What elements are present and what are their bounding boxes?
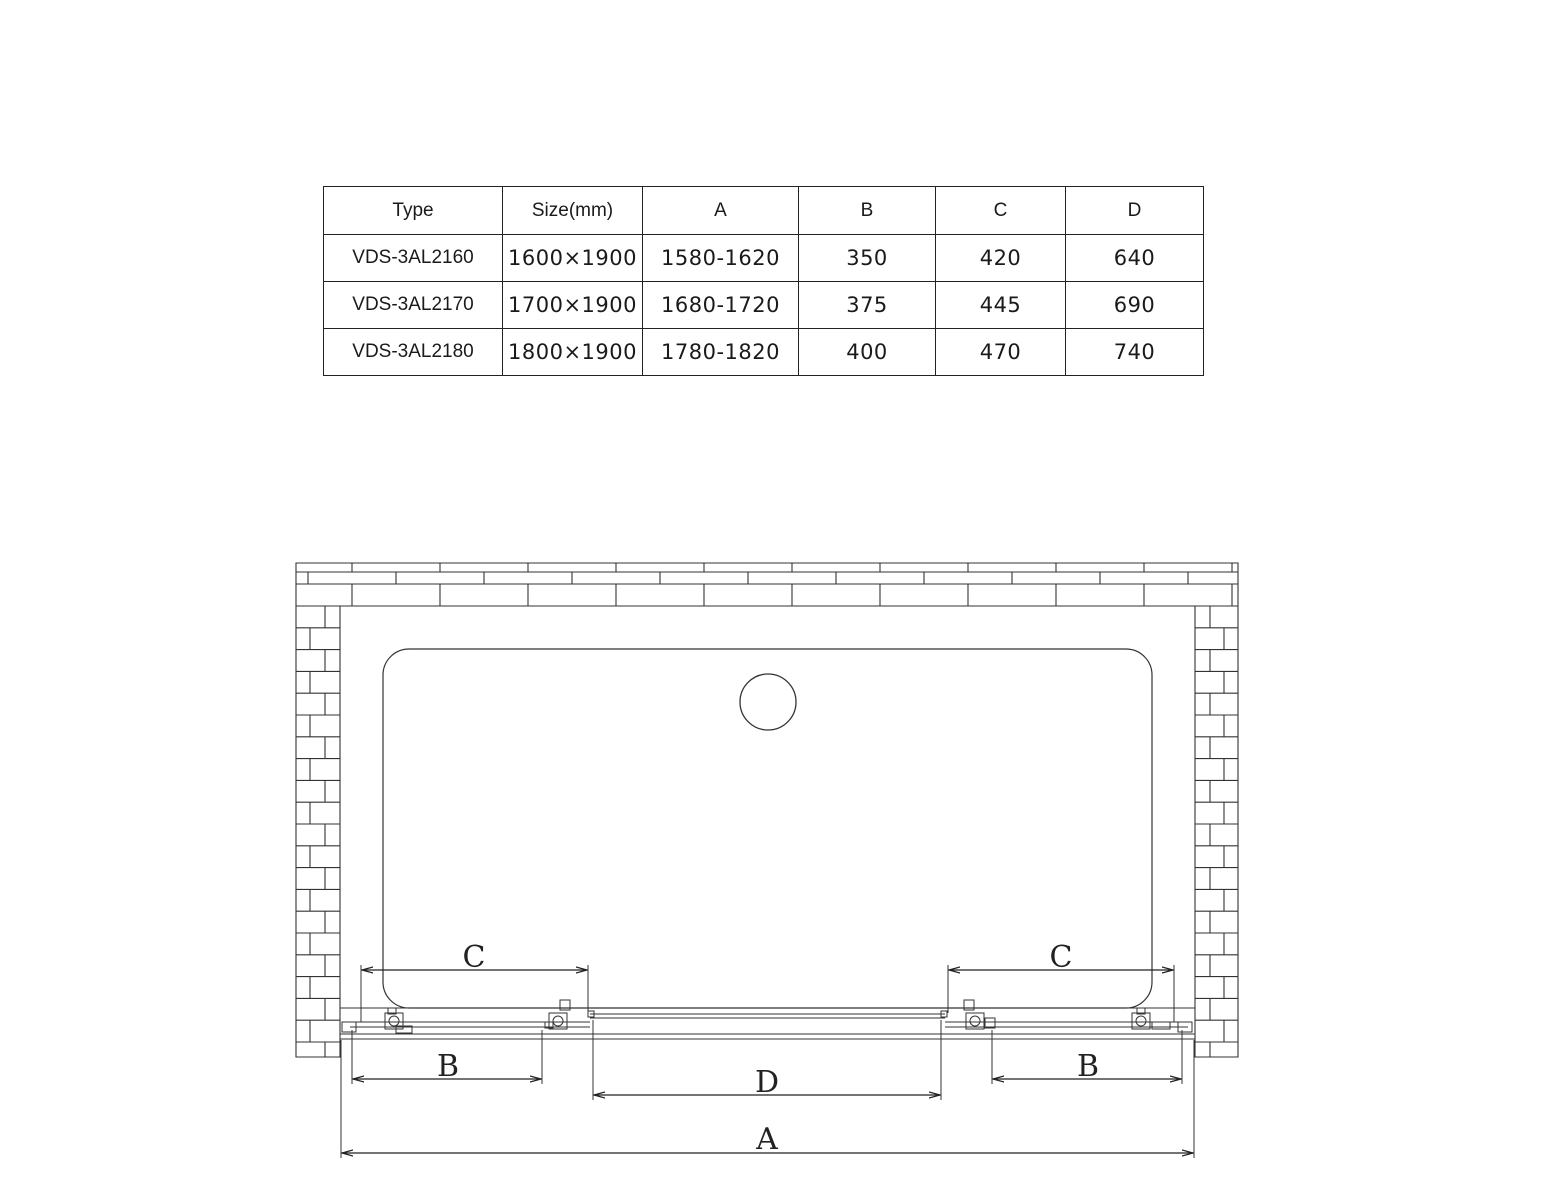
header-type: Type [324, 187, 503, 235]
door-rail [340, 1008, 1195, 1039]
wall-outline [296, 563, 1238, 1057]
roller-left-inner [545, 1000, 570, 1029]
header-b: B [799, 187, 936, 235]
header-a: A [643, 187, 799, 235]
header-d: D [1066, 187, 1204, 235]
cell-a: 1680-1720 [643, 282, 799, 329]
cell-d: 640 [1066, 235, 1204, 282]
cell-b: 400 [799, 329, 936, 376]
cell-d: 740 [1066, 329, 1204, 376]
cell-size: 1700×1900 [503, 282, 643, 329]
cell-type: VDS-3AL2170 [324, 282, 503, 329]
roller-left-outer [385, 1008, 412, 1033]
cell-b: 375 [799, 282, 936, 329]
cell-c: 420 [936, 235, 1066, 282]
shower-tray [383, 649, 1152, 1008]
brick-wall [296, 563, 1238, 1057]
cell-d: 690 [1066, 282, 1204, 329]
dim-label-b-left: B [436, 1049, 460, 1084]
cell-type: VDS-3AL2180 [324, 329, 503, 376]
dim-label-c-left: C [462, 940, 486, 975]
cell-a: 1580-1620 [643, 235, 799, 282]
cell-b: 350 [799, 235, 936, 282]
dim-label-d: D [754, 1065, 780, 1100]
cell-size: 1800×1900 [503, 329, 643, 376]
drain [740, 674, 796, 730]
header-size: Size(mm) [503, 187, 643, 235]
cell-c: 470 [936, 329, 1066, 376]
dim-label-c-right: C [1049, 940, 1073, 975]
cell-a: 1780-1820 [643, 329, 799, 376]
roller-right-outer [1132, 1008, 1170, 1029]
brick-joint-lines [296, 563, 1238, 1057]
brick-joints [296, 563, 1238, 1057]
dim-label-b-right: B [1076, 1049, 1100, 1084]
cell-size: 1600×1900 [503, 235, 643, 282]
dim-label-a: A [756, 1122, 778, 1157]
cell-type: VDS-3AL2160 [324, 235, 503, 282]
header-c: C [936, 187, 1066, 235]
roller-right-inner [964, 1000, 995, 1029]
cell-c: 445 [936, 282, 1066, 329]
